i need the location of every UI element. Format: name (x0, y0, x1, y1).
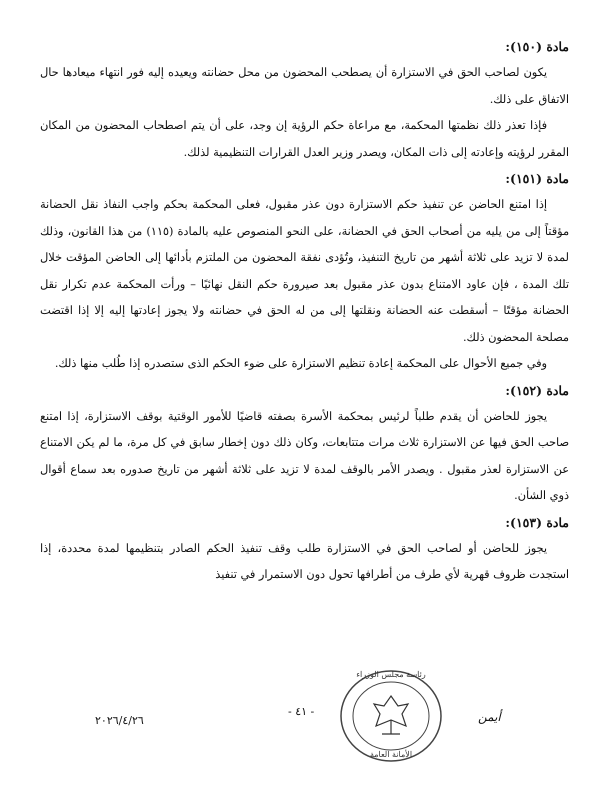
article-151-paragraph-1: إذا امتنع الحاضن عن تنفيذ حكم الاستزارة دون عذر مقبول، فعلى المحكمة بحكم واجب النفاذ نقل الحضانة مؤقتاً إلى من يليه من أصحاب الحق في الحضانة، على النحو المنصوص عليه بالمادة (١١٥) من هذا القانون، وذلك لمدة لا تزيد على ثلاثة أشهر من تاريخ التنفيذ، وتُؤدى نفقة المحضون من الملتزم بأدائها إلى الحاضن المؤقت خلال تلك المدة ، فإن عاود الامتناع بدون عذر مقبول بعد صيرورة حكم النقل نهائيًا – ورأت المحكمة عدم تكرار نقل الحضانة مؤقتًا – أسقطت عنه الحضانة ونقلتها إلى من له الحق في حضانته ولا يجوز إعادتها إليه إلا إذا اقتضت مصلحة المحضون ذلك. (40, 198, 570, 344)
article-151-paragraph-2: وفي جميع الأحوال على المحكمة إعادة تنظيم الاستزارة على ضوء الحكم الذى ستصدره إذا طُلب منها ذلك. (54, 357, 547, 370)
article-heading-151: مادة (١٥١): (505, 171, 569, 186)
article-heading-150: مادة (١٥٠): (505, 39, 569, 54)
article-150-paragraph-2: فإذا تعذر ذلك نظمتها المحكمة، مع مراعاة حكم الرؤية إن وجد، على أن يتم اصطحاب المحضون من المكان المقرر لرؤيته وإعادته إلى ذات المكان، ويصدر وزير العدل القرارات التنظيمية لذلك. (40, 119, 569, 159)
official-seal (336, 666, 446, 766)
article-heading-153: مادة (١٥٣): (505, 514, 569, 530)
document-body (40, 34, 569, 589)
document-date: ٢٠٢٦/٤/٢٦ (95, 714, 144, 727)
signature: أيمن (478, 710, 501, 724)
seal-top-text: رئاسة مجلس الوزراء (356, 670, 426, 679)
article-152-paragraph-1: يجوز للحاضن أن يقدم طلباً لرئيس بمحكمة الأسرة بصفته قاضيًا للأمور الوقتية بوقف الاستزارة، إذا امتنع صاحب الحق فيها عن الاستزارة ثلاث مرات متتابعات، وكان ذلك دون إخطار سابق في كل مرة، ما لم يكن الامتناع عن الاستزارة لعذر مقبول . ويصدر الأمر بالوقف لمدة لا تزيد على ثلاثة أشهر من تاريخ صدوره بعد سماع أقوال ذوي الشأن. (40, 409, 569, 502)
page-number: - ٤١ - (288, 705, 315, 718)
article-153-paragraph-1: يجوز للحاضن أو لصاحب الحق في الاستزارة طلب وقف تنفيذ الحكم الصادر بتنظيمها لمدة محددة، إذا استجدت ظروف قهرية لأي طرف من أطرافها تحول دون الاستمرار في تنفيذ (40, 541, 569, 581)
seal-bottom-text: الأمانة العامة (369, 750, 413, 759)
article-heading-152: مادة (١٥٢): (505, 382, 569, 398)
article-150-paragraph-1: يكون لصاحب الحق في الاستزارة أن يصطحب المحضون من محل حضانته ويعيده إليه فور انتهاء ميعادها حال الاتفاق على ذلك. (40, 66, 569, 106)
page-footer (0, 670, 599, 786)
